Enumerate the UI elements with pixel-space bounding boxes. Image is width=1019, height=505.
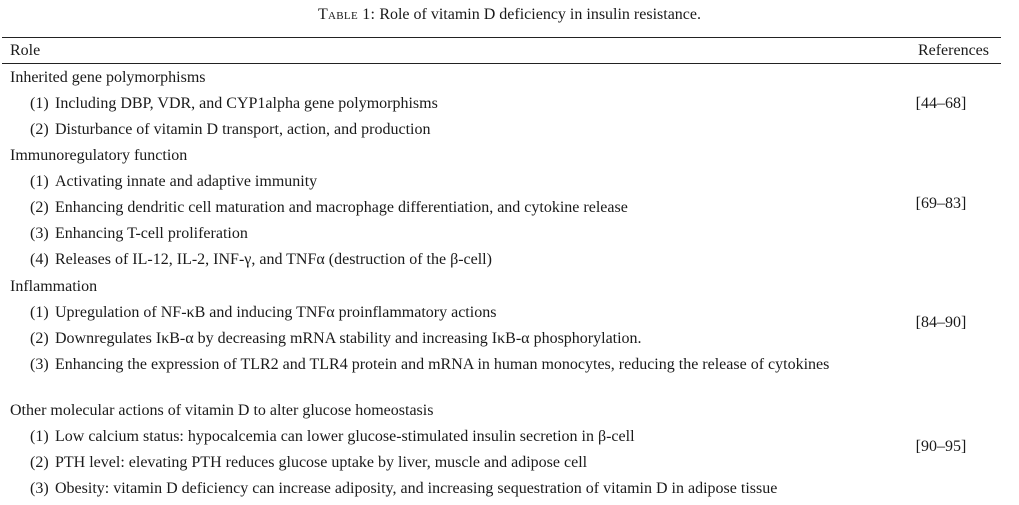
- item-number: (3): [30, 225, 49, 242]
- top-rule: [2, 37, 1001, 38]
- group-title: Immunoregulatory function: [10, 147, 188, 164]
- item-number: (3): [30, 480, 49, 497]
- item-text: Low calcium status: hypocalcemia can lower glucose-stimulated insulin secretion in β-cell: [55, 428, 635, 445]
- item-text: Upregulation of NF-κB and inducing TNFα proinflammatory actions: [55, 304, 497, 321]
- group-items: [30, 172, 870, 276]
- group-reference: [90–95]: [915, 438, 967, 455]
- group-reference: [69–83]: [915, 195, 967, 212]
- item-number: (2): [30, 121, 49, 138]
- group-title: Other molecular actions of vitamin D to alter glucose homeostasis: [10, 402, 434, 419]
- group-reference: [84–90]: [915, 314, 967, 331]
- list-item: [30, 172, 870, 198]
- item-text: Releases of IL-12, IL-2, INF-γ, and TNFα (destruction of the β-cell): [55, 251, 492, 268]
- item-text: Including DBP, VDR, and CYP1alpha gene polymorphisms: [55, 95, 438, 112]
- list-item: [30, 198, 870, 224]
- list-item: [30, 355, 870, 401]
- list-item: [30, 427, 870, 453]
- item-number: (2): [30, 330, 49, 347]
- group-reference: [44–68]: [915, 95, 967, 112]
- table-label: Table 1:: [317, 6, 376, 23]
- list-item: [30, 224, 870, 250]
- table-caption: [0, 5, 1019, 25]
- group-items: [30, 303, 870, 401]
- group-items: [30, 94, 870, 146]
- item-text: Enhancing dendritic cell maturation and macrophage differentiation, and cytokine release: [55, 199, 628, 216]
- item-text: Obesity: vitamin D deficiency can increase adiposity, and increasing sequestration of vitamin D in adipose tissue: [55, 480, 778, 497]
- column-header-references: References: [917, 42, 989, 59]
- item-text: Downregulates IκB-α by decreasing mRNA stability and increasing IκB-α phosphorylation.: [55, 330, 642, 347]
- group-items: [30, 427, 870, 505]
- item-number: (3): [30, 356, 49, 373]
- group-title: Inflammation: [10, 278, 98, 295]
- group-title: Inherited gene polymorphisms: [10, 69, 206, 86]
- list-item: [30, 303, 870, 329]
- list-item: [30, 94, 870, 120]
- list-item: [30, 329, 870, 355]
- list-item: [30, 453, 870, 479]
- item-number: (1): [30, 173, 49, 190]
- item-text: Enhancing T-cell proliferation: [55, 225, 248, 242]
- item-text: PTH level: elevating PTH reduces glucose uptake by liver, muscle and adipose cell: [55, 454, 588, 471]
- item-number: (4): [30, 251, 49, 268]
- item-number: (2): [30, 199, 49, 216]
- list-item: [30, 120, 870, 146]
- list-item: [30, 250, 870, 276]
- item-text: Disturbance of vitamin D transport, action, and production: [55, 121, 431, 138]
- item-text: Activating innate and adaptive immunity: [55, 173, 318, 190]
- list-item: [30, 479, 870, 505]
- item-text: Enhancing the expression of TLR2 and TLR4 protein and mRNA in human monocytes, reducing the release of cytokines: [55, 356, 830, 373]
- item-number: (1): [30, 304, 49, 321]
- item-number: (1): [30, 428, 49, 445]
- header-rule: [2, 63, 1001, 64]
- item-number: (2): [30, 454, 49, 471]
- column-header-role: Role: [10, 42, 41, 59]
- item-number: (1): [30, 95, 49, 112]
- table-caption-text: Role of vitamin D deficiency in insulin resistance.: [375, 6, 702, 23]
